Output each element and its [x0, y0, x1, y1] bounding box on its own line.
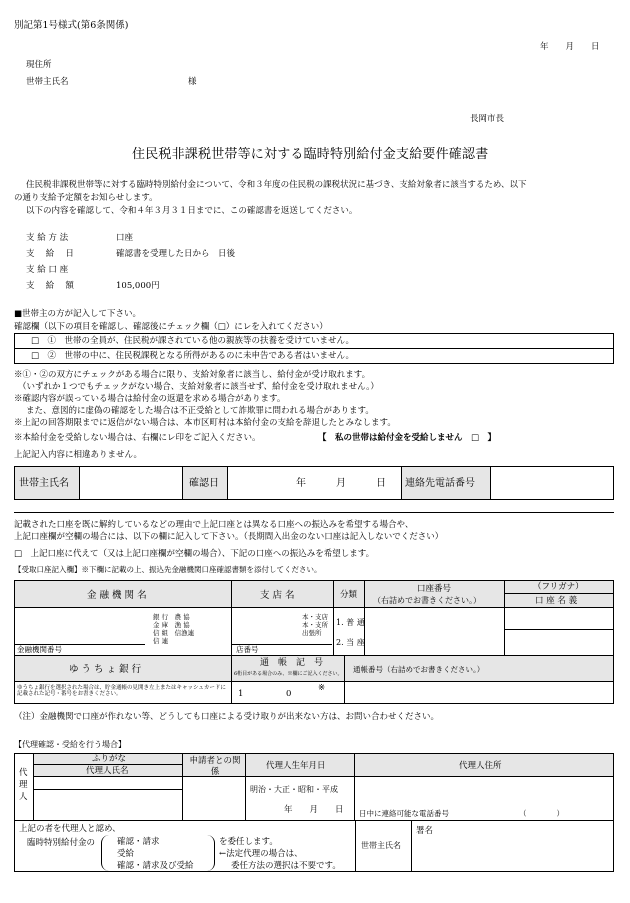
branch-code-divider	[232, 644, 332, 645]
confirm-row-2[interactable]	[14, 348, 614, 364]
confirm-subheading: 確認欄（以下の項目を確認し、確認後にチェック欄（□）にレを入れてください）	[14, 322, 328, 332]
birth-field[interactable]	[245, 776, 355, 821]
delegation-text-2: 臨時特別給付金の	[27, 838, 96, 848]
daytime-phone-label: 日中に連絡可能な電話番号	[359, 809, 449, 818]
account-number-note: （右詰めでお書きください。）	[373, 596, 481, 605]
page-title: 住民税非課税世帯等に対する臨時特別給付金支給要件確認書	[132, 147, 489, 162]
confirm-item-2[interactable]: □ ② 世帯の中に、住民税課税となる所得があるのに未申告である者はいません。	[31, 351, 355, 361]
bank-kind-3: 信 組 信漁連	[153, 629, 195, 637]
type-option-2[interactable]: 2. 当 座	[336, 638, 365, 647]
householder-name-header	[14, 466, 80, 500]
sama-label: 様	[188, 77, 197, 87]
type-header-text: 分類	[340, 590, 358, 600]
legal-note-1: ←法定代理の場合は、	[219, 849, 303, 859]
issue-date: 年 月 日	[540, 42, 600, 52]
relation-header-text: 申請者との関係	[189, 756, 241, 777]
furigana-field[interactable]	[504, 607, 614, 630]
branch-name-header-text: 支 店 名	[260, 590, 295, 601]
passbook-mark-note: 6桁目がある場合のみ、※欄にご記入ください。	[234, 671, 343, 677]
bank-kind-1: 銀 行 農 協	[153, 613, 190, 621]
householder-sign-label: 世帯主氏名	[361, 841, 401, 850]
note-2: （いずれか１つでもチェックがない場合、支給対象者に該当せず、給付金を受け取れません。）	[18, 382, 379, 392]
intro-line-1: 住民税非課税世帯等に対する臨時特別給付金について、令和３年度の住民税の課税状況に基づき、支給対象者に該当するため、以下	[26, 180, 527, 190]
householder-label: 世帯主氏名	[26, 77, 69, 87]
payment-amount-value: 105,000円	[116, 281, 160, 291]
payment-amount-label: 支 給 額	[26, 281, 74, 291]
passbook-mark-header	[231, 655, 345, 682]
householder-name-field[interactable]	[79, 466, 183, 500]
type-option-1[interactable]: 1. 普 通	[336, 618, 365, 627]
passbook-number-header	[344, 655, 614, 682]
account-number-label: 口座番号	[417, 584, 452, 594]
intro-line-3: 以下の内容を確認して、令和４年３月３１日までに、この確認書を返送してください。	[26, 206, 358, 216]
daytime-phone-paren: （ ）	[519, 809, 564, 818]
householder-name-header-text: 世帯主氏名	[19, 478, 69, 489]
form-number: 別記第1号様式(第6条関係)	[14, 20, 129, 31]
transfer-heading: 【受取口座記入欄】※下欄に記載の上、振込先金融機関口座確認書類を添付してください。	[14, 565, 322, 574]
phone-header	[401, 466, 491, 500]
proxy-name-field[interactable]	[33, 789, 183, 821]
note-4: また、意図的に虚偽の確認をした場合は不正受給として詐欺罪に問われる場合があります。	[26, 406, 374, 416]
proxy-name-header-text: 代理人氏名	[86, 766, 129, 776]
confirm-date-header-text: 確認日	[189, 478, 219, 489]
payment-method-label: 支 給 方 法	[26, 233, 69, 243]
account-number-header	[364, 580, 505, 608]
confirm-date-value: 年 月 日	[296, 478, 386, 489]
branch-kind-1: 本・支店	[302, 613, 328, 621]
delegation-cell	[14, 820, 356, 872]
passbook-number-label: 通帳番号（右詰めでお書きください。）	[353, 665, 485, 674]
account-number-field[interactable]	[364, 607, 505, 656]
proxy-furigana-text: ふりがな	[92, 754, 127, 764]
branch-kind-3: 出張所	[302, 629, 322, 637]
delegation-option-3[interactable]: 確認・請求及び受給	[117, 861, 194, 871]
note-5: ※上記の回答期限までに返信がない場合は、本市区町村は本給付金の支給を辞退したとみなします。	[14, 418, 396, 428]
payment-method-value: 口座	[116, 233, 134, 243]
passbook-mark-label: 通 帳 記 号	[260, 658, 324, 668]
payment-account-label: 支 給 口 座	[26, 265, 69, 275]
bank-code-divider	[15, 644, 145, 645]
passbook-digit-0: 0	[286, 689, 292, 699]
signature-field[interactable]	[411, 820, 614, 872]
holder-header-text: 口 座 名 義	[535, 596, 578, 606]
householder-sign-label-cell	[355, 820, 412, 872]
signature-label: 署名	[416, 826, 434, 836]
bank-name-field[interactable]	[14, 607, 232, 656]
decline-checkbox-label[interactable]: 【 私の世帯は給付金を受給しません □ 】	[318, 433, 497, 443]
confirm-heading: ■世帯主の方が記入して下さい。	[14, 309, 142, 319]
confirm-row-1[interactable]	[14, 333, 614, 349]
proxy-side-text: 代理人	[19, 768, 28, 802]
delegation-text-1: 上記の者を代理人と認め、	[19, 824, 121, 834]
phone-field[interactable]	[490, 466, 614, 500]
confirm-date-header	[182, 466, 228, 500]
furigana-header	[504, 580, 614, 594]
type-header	[333, 580, 365, 608]
birth-header-text: 代理人生年月日	[266, 761, 326, 771]
confirm-date-field[interactable]	[227, 466, 402, 500]
phone-header-text: 連絡先電話番号	[405, 478, 475, 489]
yucho-note: ゆうちょ銀行を選択された場合は、貯金通帳の見開き左上またはキャッシュカードに記載された記号・番号をお書きください。	[17, 685, 226, 698]
proxy-address-header	[354, 753, 614, 777]
confirm-item-1[interactable]: □ ① 世帯の全員が、住民税が課されている他の親族等の扶養を受けていません。	[31, 336, 355, 346]
yucho-header-text: ゆ う ち ょ 銀 行	[69, 664, 142, 675]
bank-code-label: 金融機関番号	[17, 645, 62, 654]
birth-eras: 明治・大正・昭和・平成	[250, 785, 338, 794]
proxy-address-header-text: 代理人住所	[459, 761, 502, 771]
transfer-checkbox[interactable]: □ 上記口座に代えて（又は上記口座欄が空欄の場合）、下記の口座への振込みを希望します。	[14, 549, 375, 559]
intro-line-2: の通り支給予定額をお知らせします。	[14, 193, 158, 203]
passbook-digit-1: 1	[238, 689, 244, 699]
birth-header	[245, 753, 355, 777]
bank-kind-4: 信 連	[153, 637, 169, 645]
payment-date-label: 支 給 日	[26, 249, 74, 259]
delegation-option-2[interactable]: 受給	[117, 849, 135, 859]
yucho-header	[14, 655, 232, 682]
transfer-text-2: 上記口座欄が空欄の場合には、以下の欄に記入して下さい。（長期間入出金のない口座は記入しないでください）	[14, 532, 444, 542]
birth-date-placeholder: 年 月 日	[284, 805, 344, 815]
note-7: 上記記入内容に相違ありません。	[14, 450, 143, 460]
passbook-number-field[interactable]	[344, 681, 614, 704]
proxy-address-field[interactable]	[354, 776, 614, 821]
bank-name-header	[14, 580, 232, 608]
passbook-mark-field[interactable]	[231, 681, 345, 704]
note-1: ※①・②の双方にチェックがある場合に限り、支給対象者に該当し、給付金が受け取れます。	[14, 370, 371, 380]
address-label: 現住所	[26, 60, 52, 70]
mayor-label: 長岡市長	[470, 114, 505, 124]
type-field[interactable]	[333, 607, 365, 656]
note-6: ※本給付金を受給しない場合は、右欄にレ印をご記入ください。	[14, 433, 261, 443]
relation-header	[182, 753, 246, 777]
furigana-header-text: （フリガナ）	[533, 582, 584, 592]
bank-kind-2: 金 庫 漁 協	[153, 621, 190, 629]
passbook-asterisk: ※	[318, 683, 326, 693]
bank-note: （注）金融機関で口座が作れない等、どうしても口座による受け取りが出来ない方は、お問い合わせください。	[14, 712, 440, 722]
yucho-note-cell	[14, 681, 232, 704]
branch-name-header	[231, 580, 334, 608]
proxy-side-label	[14, 753, 34, 821]
transfer-text-1: 記載された口座を既に解約しているなどの理由で上記口座とは異なる口座への振込みを希望する場合や、	[14, 520, 414, 530]
legal-note-2: 委任方法の選択は不要です。	[231, 861, 341, 871]
branch-kind-2: 本・支所	[302, 621, 328, 629]
branch-code-label: 店番号	[236, 645, 259, 654]
relation-field[interactable]	[182, 776, 246, 821]
bank-name-header-text: 金 融 機 関 名	[87, 590, 147, 601]
divider	[14, 512, 614, 513]
branch-name-field[interactable]	[231, 607, 334, 656]
holder-name-field[interactable]	[504, 629, 614, 656]
payment-date-value: 確認書を受理した日から 日後	[116, 249, 236, 259]
proxy-furigana-field[interactable]	[33, 776, 183, 790]
delegation-entrust: を委任します。	[219, 837, 278, 847]
holder-header	[504, 593, 614, 608]
delegation-option-1[interactable]: 確認・請求	[117, 837, 160, 847]
note-3: ※確認内容が誤っている場合は給付金の返還を求める場合があります。	[14, 394, 286, 404]
proxy-heading: 【代理確認・受給を行う場合】	[14, 740, 126, 749]
